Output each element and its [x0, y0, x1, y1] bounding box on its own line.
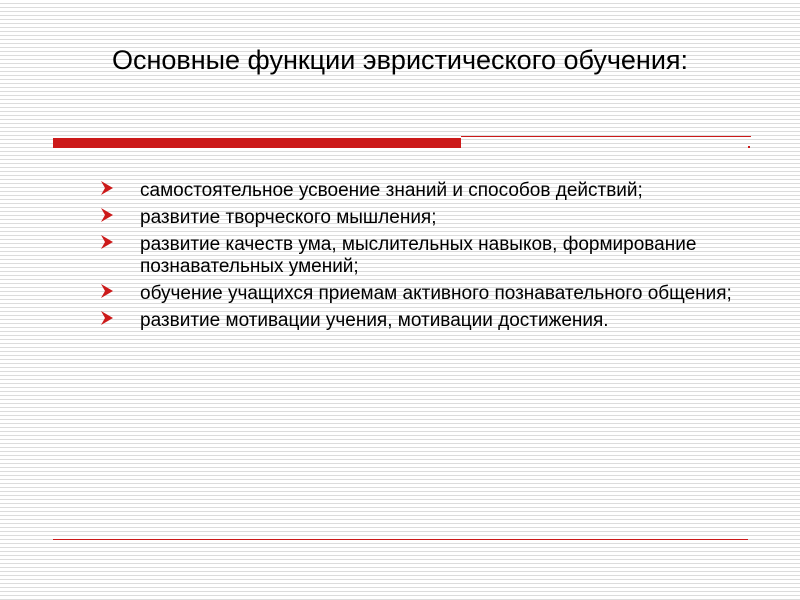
title-accent-line — [461, 136, 751, 137]
arrow-bullet-icon — [100, 283, 114, 299]
arrow-bullet-icon — [100, 207, 114, 223]
bullet-item — [100, 234, 740, 278]
bullet-text: развитие качеств ума, мыслительных навыков, формирование познавательных умений; — [140, 234, 697, 277]
bullet-text: обучение учащихся приемам активного познавательного общения; — [140, 283, 732, 304]
arrow-bullet-icon — [100, 310, 114, 326]
bullet-item — [100, 283, 740, 305]
bullet-text: развитие творческого мышления; — [140, 207, 437, 228]
title-accent-dot — [748, 146, 750, 148]
slide-title: Основные функции эвристического обучения: — [111, 45, 689, 75]
bullet-text: развитие мотивации учения, мотивации достижения. — [140, 310, 609, 331]
bullet-item — [100, 207, 740, 229]
arrow-bullet-icon — [100, 180, 114, 196]
footer-rule — [53, 539, 748, 540]
bullet-list — [100, 180, 740, 337]
bullet-item — [100, 180, 740, 202]
title-accent-bar — [53, 138, 461, 148]
bullet-item — [100, 310, 740, 332]
arrow-bullet-icon — [100, 234, 114, 250]
bullet-text: самостоятельное усвоение знаний и способов действий; — [140, 180, 643, 201]
